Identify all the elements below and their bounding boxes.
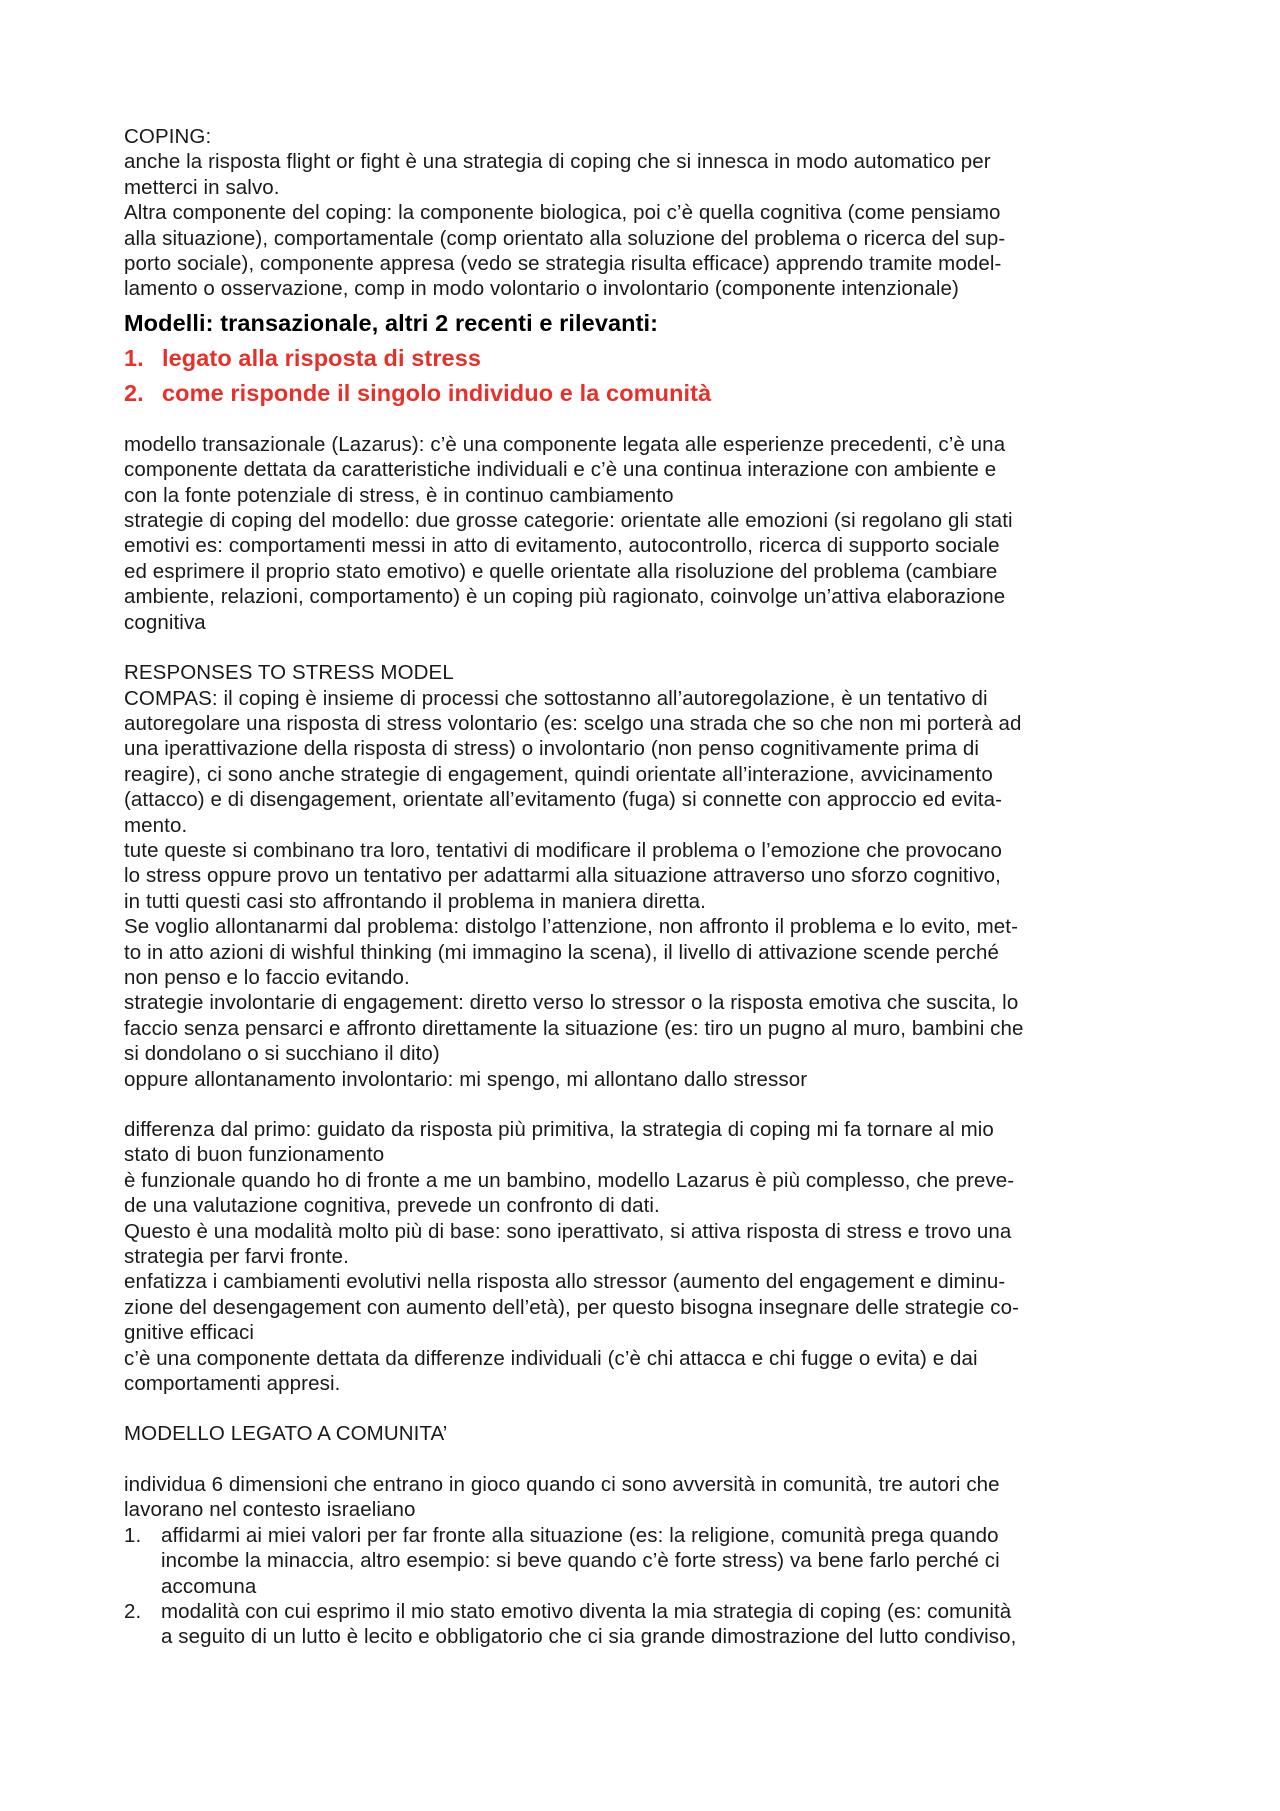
paragraph-functional: è funzionale quando ho di fronte a me un bambino, modello Lazarus è più complesso, che preve- de una valutazione cognitiva, prevede un confronto di dati. — [124, 1168, 1015, 1218]
paragraph-difference: differenza dal primo: guidato da risposta più primitiva, la strategia di coping mi fa tornare al mio stato di buon funzionamento — [124, 1118, 994, 1167]
paragraph-individual-differences: c’è una componente dettata da differenze individuali (c’è chi attacca e chi fugge o evita) e dai comportamenti appresi. — [124, 1346, 978, 1396]
spacer — [124, 1092, 1164, 1117]
list-number: 2. — [124, 1599, 142, 1623]
highlighted-list — [124, 341, 1164, 411]
paragraph-involuntary-engagement: strategie involontarie di engagement: diretto verso lo stressor o la risposta emotiva che suscita, lo faccio senza pensarci e affronto direttamente la situazione (es: tiro un pugno al muro, bambini che si dondolano o si succhiano il dito) — [124, 991, 1024, 1066]
paragraph-lazarus: modello transazionale (Lazarus): c’è una componente legata alle esperienze precedenti, c’è una componente dettata da caratteristiche individuali e c’è una continua interazione con ambiente e con la fonte potenziale di stress, è in continuo cambiamento — [124, 432, 1006, 507]
coping-title: COPING: — [124, 125, 212, 148]
list-text: affidarmi ai miei valori per far fronte alla situazione (es: la religione, comunità prega quando incombe la minaccia, altro esempio: si beve quando c’è forte stress) va bene farlo perché ci accomuna — [161, 1523, 1000, 1598]
list-number: 1. — [124, 1523, 142, 1547]
list-number: 1. — [124, 344, 144, 371]
list-text: legato alla risposta di stress — [162, 344, 482, 371]
highlighted-list-item — [124, 376, 1164, 411]
spacer — [124, 1396, 1164, 1421]
paragraph-evolutionary-changes: enfatizza i cambiamenti evolutivi nella risposta allo stressor (aumento del engagement e diminu- zione del desengagement con aumento dell’età), per questo bisogna insegnare delle strategie co- gnitive efficaci — [124, 1270, 1020, 1345]
document-page — [124, 124, 1164, 1650]
paragraph-avoidance: Se voglio allontanarmi dal problema: distolgo l’attenzione, non affronto il problema e lo evito, met- to in atto azioni di wishful thinking (mi immagino la scena), il livello di attivazione scende perché non penso e lo faccio evitando. — [124, 915, 1019, 989]
list-item — [124, 1599, 1164, 1650]
dimensions-list — [124, 1523, 1164, 1650]
paragraph-combinations: tute queste si combinano tra loro, tentativi di modificare il problema o l’emozione che provocano lo stress oppure provo un tentativo per adattarmi alla situazione attraverso uno sforzo cognitivo, in tutti questi casi sto affrontando il problema in maniera diretta. — [124, 838, 1002, 913]
community-model-title: MODELLO LEGATO A COMUNITA’ — [124, 1422, 448, 1446]
list-text: come risponde il singolo individuo e la comunità — [162, 379, 712, 406]
paragraph-involuntary-withdrawal: oppure allontanamento involontario: mi spengo, mi allontano dallo stressor — [124, 1067, 808, 1091]
paragraph-coping-strategies: strategie di coping del modello: due grosse categorie: orientate alle emozioni (si regolano gli stati emotivi es: comportamenti messi in atto di evitamento, autocontrollo, ricerca di supporto sociale ed esprimere il proprio stato emotivo) e quelle orientate alla risoluzione del problema (cambiare ambiente, relazioni, comportamento) è un coping più ragionato, coinvolge un’attiva elaborazione cognitiva — [124, 509, 1013, 634]
list-number: 2. — [124, 379, 144, 406]
paragraph-basic-modality: Questo è una modalità molto più di base: sono iperattivato, si attiva risposta di stress e trovo una strategia per farvi fronte. — [124, 1219, 1012, 1269]
responses-to-stress-title: RESPONSES TO STRESS MODEL — [124, 661, 454, 685]
spacer — [124, 635, 1164, 660]
list-text: modalità con cui esprimo il mio stato emotivo diventa la mia strategia di coping (es: comunità a seguito di un lutto è lecito e obbligatorio che ci sia grande dimostrazione del lutto condiviso, — [161, 1599, 1017, 1649]
paragraph-flight-or-fight: anche la risposta flight or fight è una strategia di coping che si innesca in modo automatico per metterci in salvo. — [124, 150, 991, 199]
highlighted-list-item — [124, 341, 1164, 376]
spacer — [124, 1447, 1164, 1472]
paragraph-compas: COMPAS: il coping è insieme di processi che sottostanno all’autoregolazione, è un tentativo di autoregolare una risposta di stress volontario (es: scelgo una strada che so che non mi porterà ad una iperattivazione della risposta di stress) o involontario (non penso cognitivamente prima di reagire), ci sono anche strategie di engagement, quindi orientate all’interazione, avvicinamento (attacco) e di disengagement, orientate all’evitamento (fuga) si connette con approccio ed evita- mento. — [124, 686, 1022, 837]
paragraph-coping-components: Altra componente del coping: la componente biologica, poi c’è quella cognitiva (come pensiamo alla situazione), comportamentale (comp orientato alla soluzione del problema o ricerca del sup- porto sociale), componente appresa (vedo se strategia risulta efficace) apprendo tramite model- lamento o osservazione, comp in modo volontario o involontario (componente intenzionale) — [124, 201, 1006, 301]
spacer — [124, 411, 1164, 432]
models-heading: Modelli: transazionale, altri 2 recenti e rilevanti: — [124, 309, 659, 336]
list-item — [124, 1523, 1164, 1599]
paragraph-six-dimensions: individua 6 dimensioni che entrano in gioco quando ci sono avversità in comunità, tre autori che lavorano nel contesto israeliano — [124, 1472, 1000, 1522]
